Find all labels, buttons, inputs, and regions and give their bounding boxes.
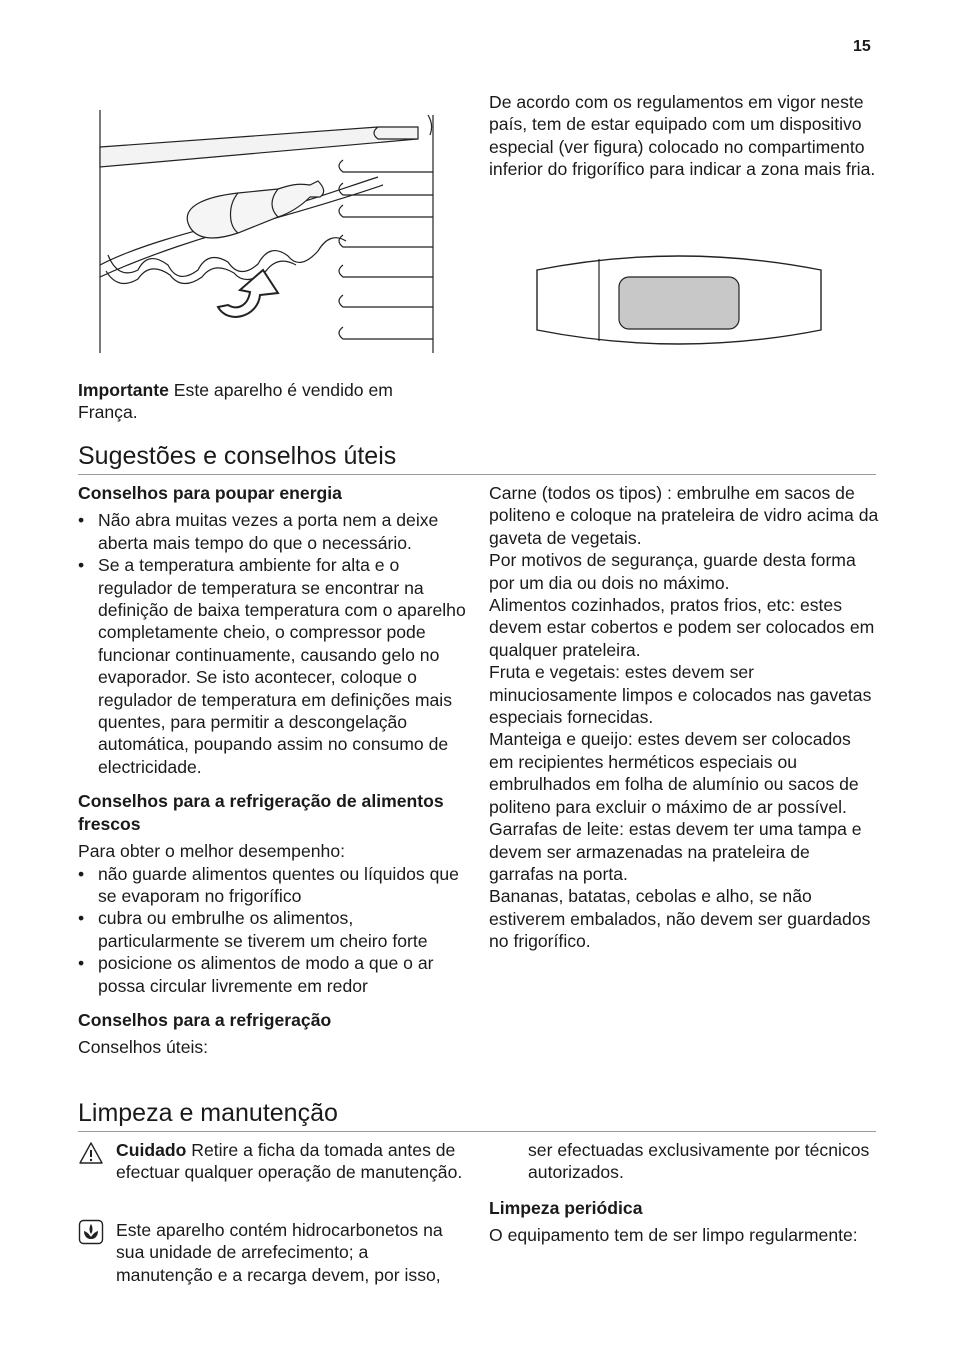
caution-text: Retire a ficha da tomada antes de efectuar qualquer operação de manutenção. — [116, 1140, 463, 1183]
storage-paragraph: Bananas, batatas, cebolas e alho, se não estiverem embalados, não devem ser guardados no frigorífico. — [489, 886, 871, 952]
list-item: • Não abra muitas vezes a porta nem a deixe aberta mais tempo do que o necessário. — [78, 509, 468, 554]
temperature-indicator-illustration — [531, 250, 827, 350]
environment-note: Este aparelho contém hidrocarbonetos na sua unidade de arrefecimento; a manutenção e a recarga devem, por isso, — [116, 1220, 443, 1285]
environment-note-continued: ser efectuadas exclusivamente por técnicos autorizados. — [528, 1140, 870, 1183]
bottle-rack-illustration — [78, 105, 448, 360]
storage-paragraph: Carne (todos os tipos) : embrulhe em sacos de politeno e coloque na prateleira de vidro acima da gaveta de vegetais. — [489, 483, 879, 548]
page-number: 15 — [853, 38, 871, 55]
storage-paragraph: Garrafas de leite: estas devem ter uma tampa e devem ser armazenadas na prateleira de garrafas na porta. — [489, 819, 862, 884]
storage-paragraph: Fruta e vegetais: estes devem ser minuciosamente limpos e colocados nas gavetas especiais fornecidas. — [489, 662, 872, 728]
refrigeration-heading: Conselhos para a refrigeração — [78, 1009, 332, 1030]
caution-note — [116, 1139, 470, 1184]
importante-text: Este aparelho é vendido em França. — [78, 380, 393, 423]
tips-right-column — [489, 482, 879, 953]
environment-icon — [78, 1219, 104, 1245]
importante-label: Importante — [78, 380, 169, 400]
tips-left-column — [78, 482, 468, 1059]
fresh-food-heading: Conselhos para a refrigeração de alimentos frescos — [78, 791, 444, 834]
section-divider — [78, 1131, 876, 1132]
warning-triangle-icon — [78, 1141, 104, 1165]
section-title-tips: Sugestões e conselhos úteis — [78, 442, 397, 470]
list-item: • posicione os alimentos de modo a que o ar possa circular livremente em redor — [78, 952, 468, 997]
list-item: • Se a temperatura ambiente for alta e o regulador de temperatura se encontrar na definição de baixa temperatura com o aparelho completamente cheio, o compressor pode funcionar continuamente, causando gelo no evaporador. Se isto acontecer, coloque o regulador de temperatura em definições mais quentes, para permitir a descongelação automática, poupando assim no consumo de electricidade. — [78, 554, 468, 778]
storage-paragraph: Por motivos de segurança, guarde desta forma por um dia ou dois no máximo. — [489, 550, 856, 593]
refrigeration-intro: Conselhos úteis: — [78, 1037, 209, 1058]
storage-paragraph: Alimentos cozinhados, pratos frios, etc: estes devem estar cobertos e podem ser colocados em qualquer prateleira. — [489, 595, 875, 660]
list-item: • não guarde alimentos quentes ou líquidos que se evaporam no frigorífico — [78, 863, 468, 908]
section-divider — [78, 474, 876, 475]
section-title-cleaning: Limpeza e manutenção — [78, 1099, 338, 1127]
fresh-food-intro: Para obter o melhor desempenho: — [78, 841, 345, 862]
energy-heading: Conselhos para poupar energia — [78, 483, 342, 503]
periodic-cleaning-text: O equipamento tem de ser limpo regularmente: — [489, 1225, 858, 1245]
importante-note — [78, 379, 448, 424]
periodic-cleaning-heading: Limpeza periódica — [489, 1198, 643, 1218]
energy-list — [78, 509, 468, 778]
fresh-food-list — [78, 863, 468, 997]
list-item: • cubra ou embrulhe os alimentos, particularmente se tiverem um cheiro forte — [78, 907, 468, 952]
caution-label: Cuidado — [116, 1140, 187, 1160]
coldest-zone-paragraph: De acordo com os regulamentos em vigor neste país, tem de estar equipado com um dispositivo especial (ver figura) colocado no compartimento inferior do frigorífico para indicar a zona mais fria. — [489, 92, 876, 180]
storage-paragraph: Manteiga e queijo: estes devem ser colocados em recipientes herméticos especiais ou embrulhados em folha de alumínio ou sacos de politeno para excluir o máximo de ar possível. — [489, 729, 859, 817]
